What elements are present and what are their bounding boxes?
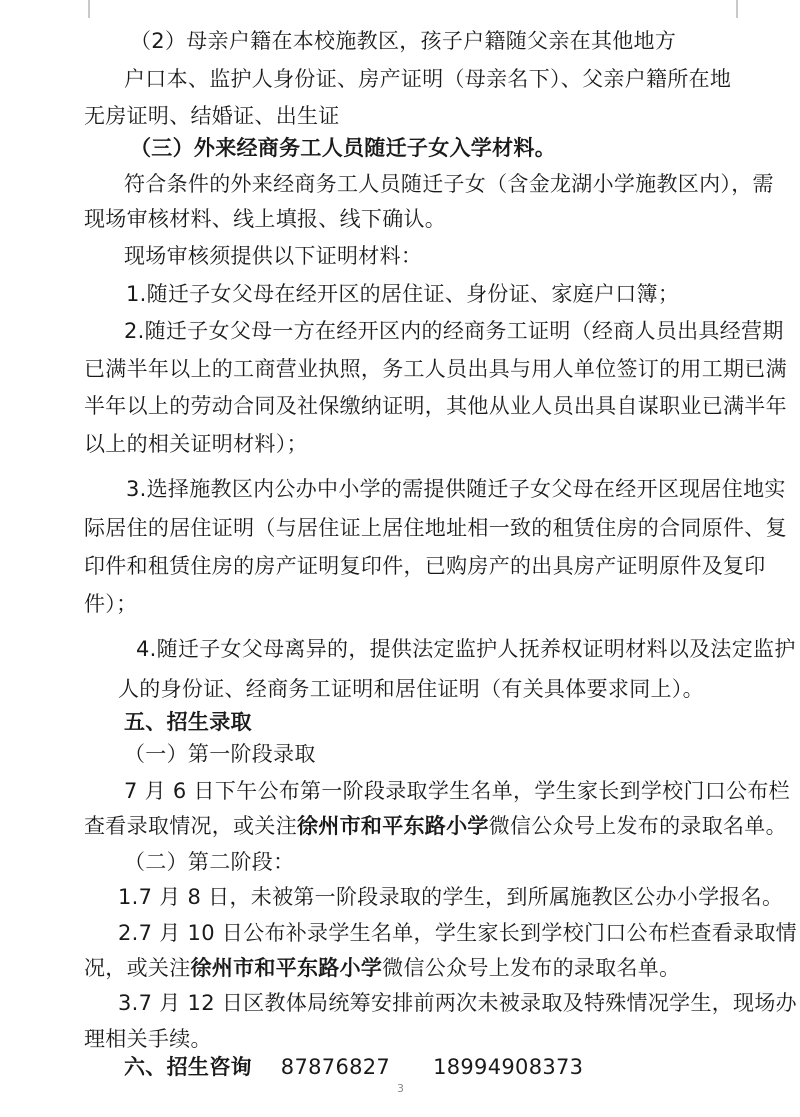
paragraph-line: 半年以上的劳动合同及社保缴纳证明，其他从业人员出具自谋职业已满半年 — [84, 394, 787, 418]
list-item: 2.7 月 10 日公布补录学生名单，学生家长到学校门口公布栏查看录取情 — [118, 921, 797, 945]
scan-edge-mark — [736, 0, 738, 18]
school-name: 徐州市和平东路小学 — [297, 814, 489, 838]
section-heading: 六、招生咨询 — [124, 1055, 252, 1079]
paragraph-line: 无房证明、结婚证、出生证 — [84, 104, 340, 128]
contact-line — [124, 1053, 583, 1081]
paragraph-line: 已满半年以上的工商营业执照，务工人员出具与用人单位签订的用工期已满 — [84, 357, 787, 381]
paragraph-line: 7 月 6 日下午公布第一阶段录取学生名单，学生家长到学校门口公布栏 — [124, 779, 790, 803]
list-item: 4.随迁子女父母离异的，提供法定监护人抚养权证明材料以及法定监护 — [136, 637, 796, 661]
subsection-heading: （一）第一阶段录取 — [124, 742, 316, 766]
paragraph-line: 际居住的居住证明（与居住证上居住地址相一致的租赁住房的合同原件、复 — [84, 516, 787, 540]
list-item: 3.选择施教区内公办中小学的需提供随迁子女父母在经开区现居住地实 — [126, 477, 786, 501]
paragraph-line: 人的身份证、经商务工证明和居住证明（有关具体要求同上）。 — [118, 677, 704, 701]
phone-number: 87876827 — [280, 1055, 391, 1079]
paragraph-line — [84, 812, 787, 840]
school-name: 徐州市和平东路小学 — [190, 956, 383, 980]
paragraph-line: 现场审核材料、线上填报、线下确认。 — [84, 207, 447, 231]
paragraph-line: 现场审核须提供以下证明材料： — [124, 244, 423, 268]
text-segment: 况，或关注 — [84, 956, 191, 980]
scan-edge-mark — [88, 0, 90, 18]
subsection-heading: （二）第二阶段： — [124, 850, 295, 874]
text-segment: 查看录取情况，或关注 — [84, 814, 297, 838]
paragraph-line — [84, 954, 680, 982]
paragraph-line: 理相关手续。 — [84, 1027, 212, 1051]
paragraph-line: （2）母亲户籍在本校施教区，孩子户籍随父亲在其他地方 — [130, 29, 677, 53]
phone-number: 18994908373 — [433, 1055, 584, 1079]
list-item: 1.7 月 8 日，未被第一阶段录取的学生，到所属施教区公办小学报名。 — [118, 885, 784, 909]
list-item: 3.7 月 12 日区教体局统筹安排前两次未被录取及特殊情况学生，现场办 — [118, 991, 797, 1015]
section-heading: 五、招生录取 — [124, 710, 252, 734]
page-number: 3 — [397, 1082, 404, 1095]
paragraph-line: 以上的相关证明材料）； — [84, 432, 308, 456]
text-segment: 微信公众号上发布的录取名单。 — [382, 956, 681, 980]
paragraph-line: 户口本、监护人身份证、房产证明（母亲名下）、父亲户籍所在地 — [124, 67, 732, 91]
paragraph-line: 件）； — [84, 592, 138, 616]
list-item: 2.随迁子女父母一方在经开区内的经商务工证明（经商人员出具经营期 — [124, 319, 784, 343]
list-item: 1.随迁子女父母在经开区的居住证、身份证、家庭户口簿； — [126, 282, 680, 306]
paragraph-line: 印件和租赁住房的房产证明复印件，已购房产的出具房产证明原件及复印 — [84, 554, 766, 578]
paragraph-line: 符合条件的外来经商务工人员随迁子女（含金龙湖小学施教区内），需 — [124, 172, 774, 196]
section-heading: （三）外来经商务工人员随迁子女入学材料。 — [130, 136, 556, 160]
text-segment: 微信公众号上发布的录取名单。 — [488, 814, 787, 838]
